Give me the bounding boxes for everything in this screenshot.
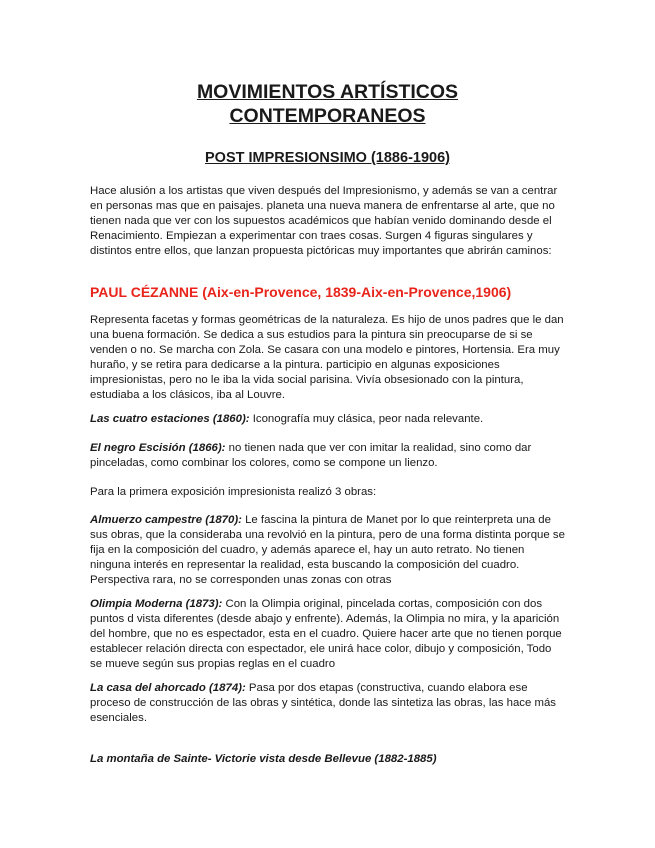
work-title: El negro Escisión (1866): [90, 442, 226, 454]
work-paragraph [90, 681, 566, 726]
document-title-line-2: CONTEMPORANEOS [229, 105, 426, 127]
work-text: Le fascina la pintura de Manet por lo que reinterpreta una de sus obras, que la consideraba una revolvió en la pintura, pero de una forma distinta porque se fija en la composición del cuadro, y además aparece el, hay un auto retrato. No tienen ninguna interés en representar la realidad, esta buscando la composición del cuadro. Perspectiva rara, no se corresponden unas zonas con otras [90, 514, 565, 586]
work-text: Con la Olimpia original, pincelada cortas, composición con dos puntos d vista diferentes (desde abajo y enfrente). Además, la Olimpia no mira, y la aparición del hombre, que no es espectador, esta en el cuadro. Quiere hacer arte que no tienen porque establecer relación directa con espectador, ele unirá hace color, dibujo y composición, Todo se mueve según sus propias reglas en el cuadro [90, 598, 562, 670]
artist-paragraph: Representa facetas y formas geométricas de la naturaleza. Es hijo de unos padres que le dan una buena formación. Se dedica a sus estudios para la pintura sin preocuparse de si se venden o no. Se marcha con Zola. Se casara con una modelo e pintores, Hortensia. Era muy huraño, y se retira para dedicarse a la pintura. participio en algunas exposiciones impresionistas, pero no le iba la vida social parisina. Vivía obsesionado con la pintura, estudiaba a los clásicos, iba al Louvre. [90, 314, 564, 401]
document-title-line-1: MOVIMIENTOS ARTÍSTICOS [196, 81, 459, 103]
work-paragraph [90, 441, 566, 471]
work-paragraph [90, 597, 566, 672]
work-paragraph [90, 412, 566, 427]
work-title: La casa del ahorcado (1874): [90, 682, 246, 694]
work-heading: La montaña de Sainte- Victorie vista desde Bellevue (1882-1885) [90, 753, 437, 765]
work-paragraph [90, 513, 566, 588]
work-text: no tienen nada que ver con imitar la realidad, sino como dar pinceladas, como combinar los colores, como se compone un lienzo. [90, 442, 532, 469]
section-subtitle: POST IMPRESIONSIMO (1886-1906) [205, 150, 450, 166]
work-text: Iconografía muy clásica, peor nada relevante. [249, 413, 484, 425]
artist-heading: PAUL CÉZANNE (Aix-en-Provence, 1839-Aix-en-Provence,1906) [90, 284, 512, 300]
intro-paragraph: Hace alusión a los artistas que viven después del Impresionismo, y además se van a centrar en personas mas que en paisajes. planeta una nueva manera de enfrentarse al arte, que no tienen nada que ver con los supuestos académicos que habían venido dominando desde el Renacimiento. Empiezan a experimentar con traes cosas. Surgen 4 figuras singulares y distintos entre ellos, que lanzan propuesta pictóricas muy importantes que abrirán caminos: [90, 185, 558, 257]
work-title: Olimpia Moderna (1873): [90, 598, 223, 610]
work-text: Pasa por dos etapas (constructiva, cuando elabora ese proceso de construcción de las obras y sintética, donde las sintetiza las obras, las hace más esenciales. [90, 682, 556, 724]
exhibition-note: Para la primera exposición impresionista realizó 3 obras: [90, 486, 377, 498]
work-title: Almuerzo campestre (1870): [90, 514, 242, 526]
work-title: Las cuatro estaciones (1860): [90, 413, 250, 425]
